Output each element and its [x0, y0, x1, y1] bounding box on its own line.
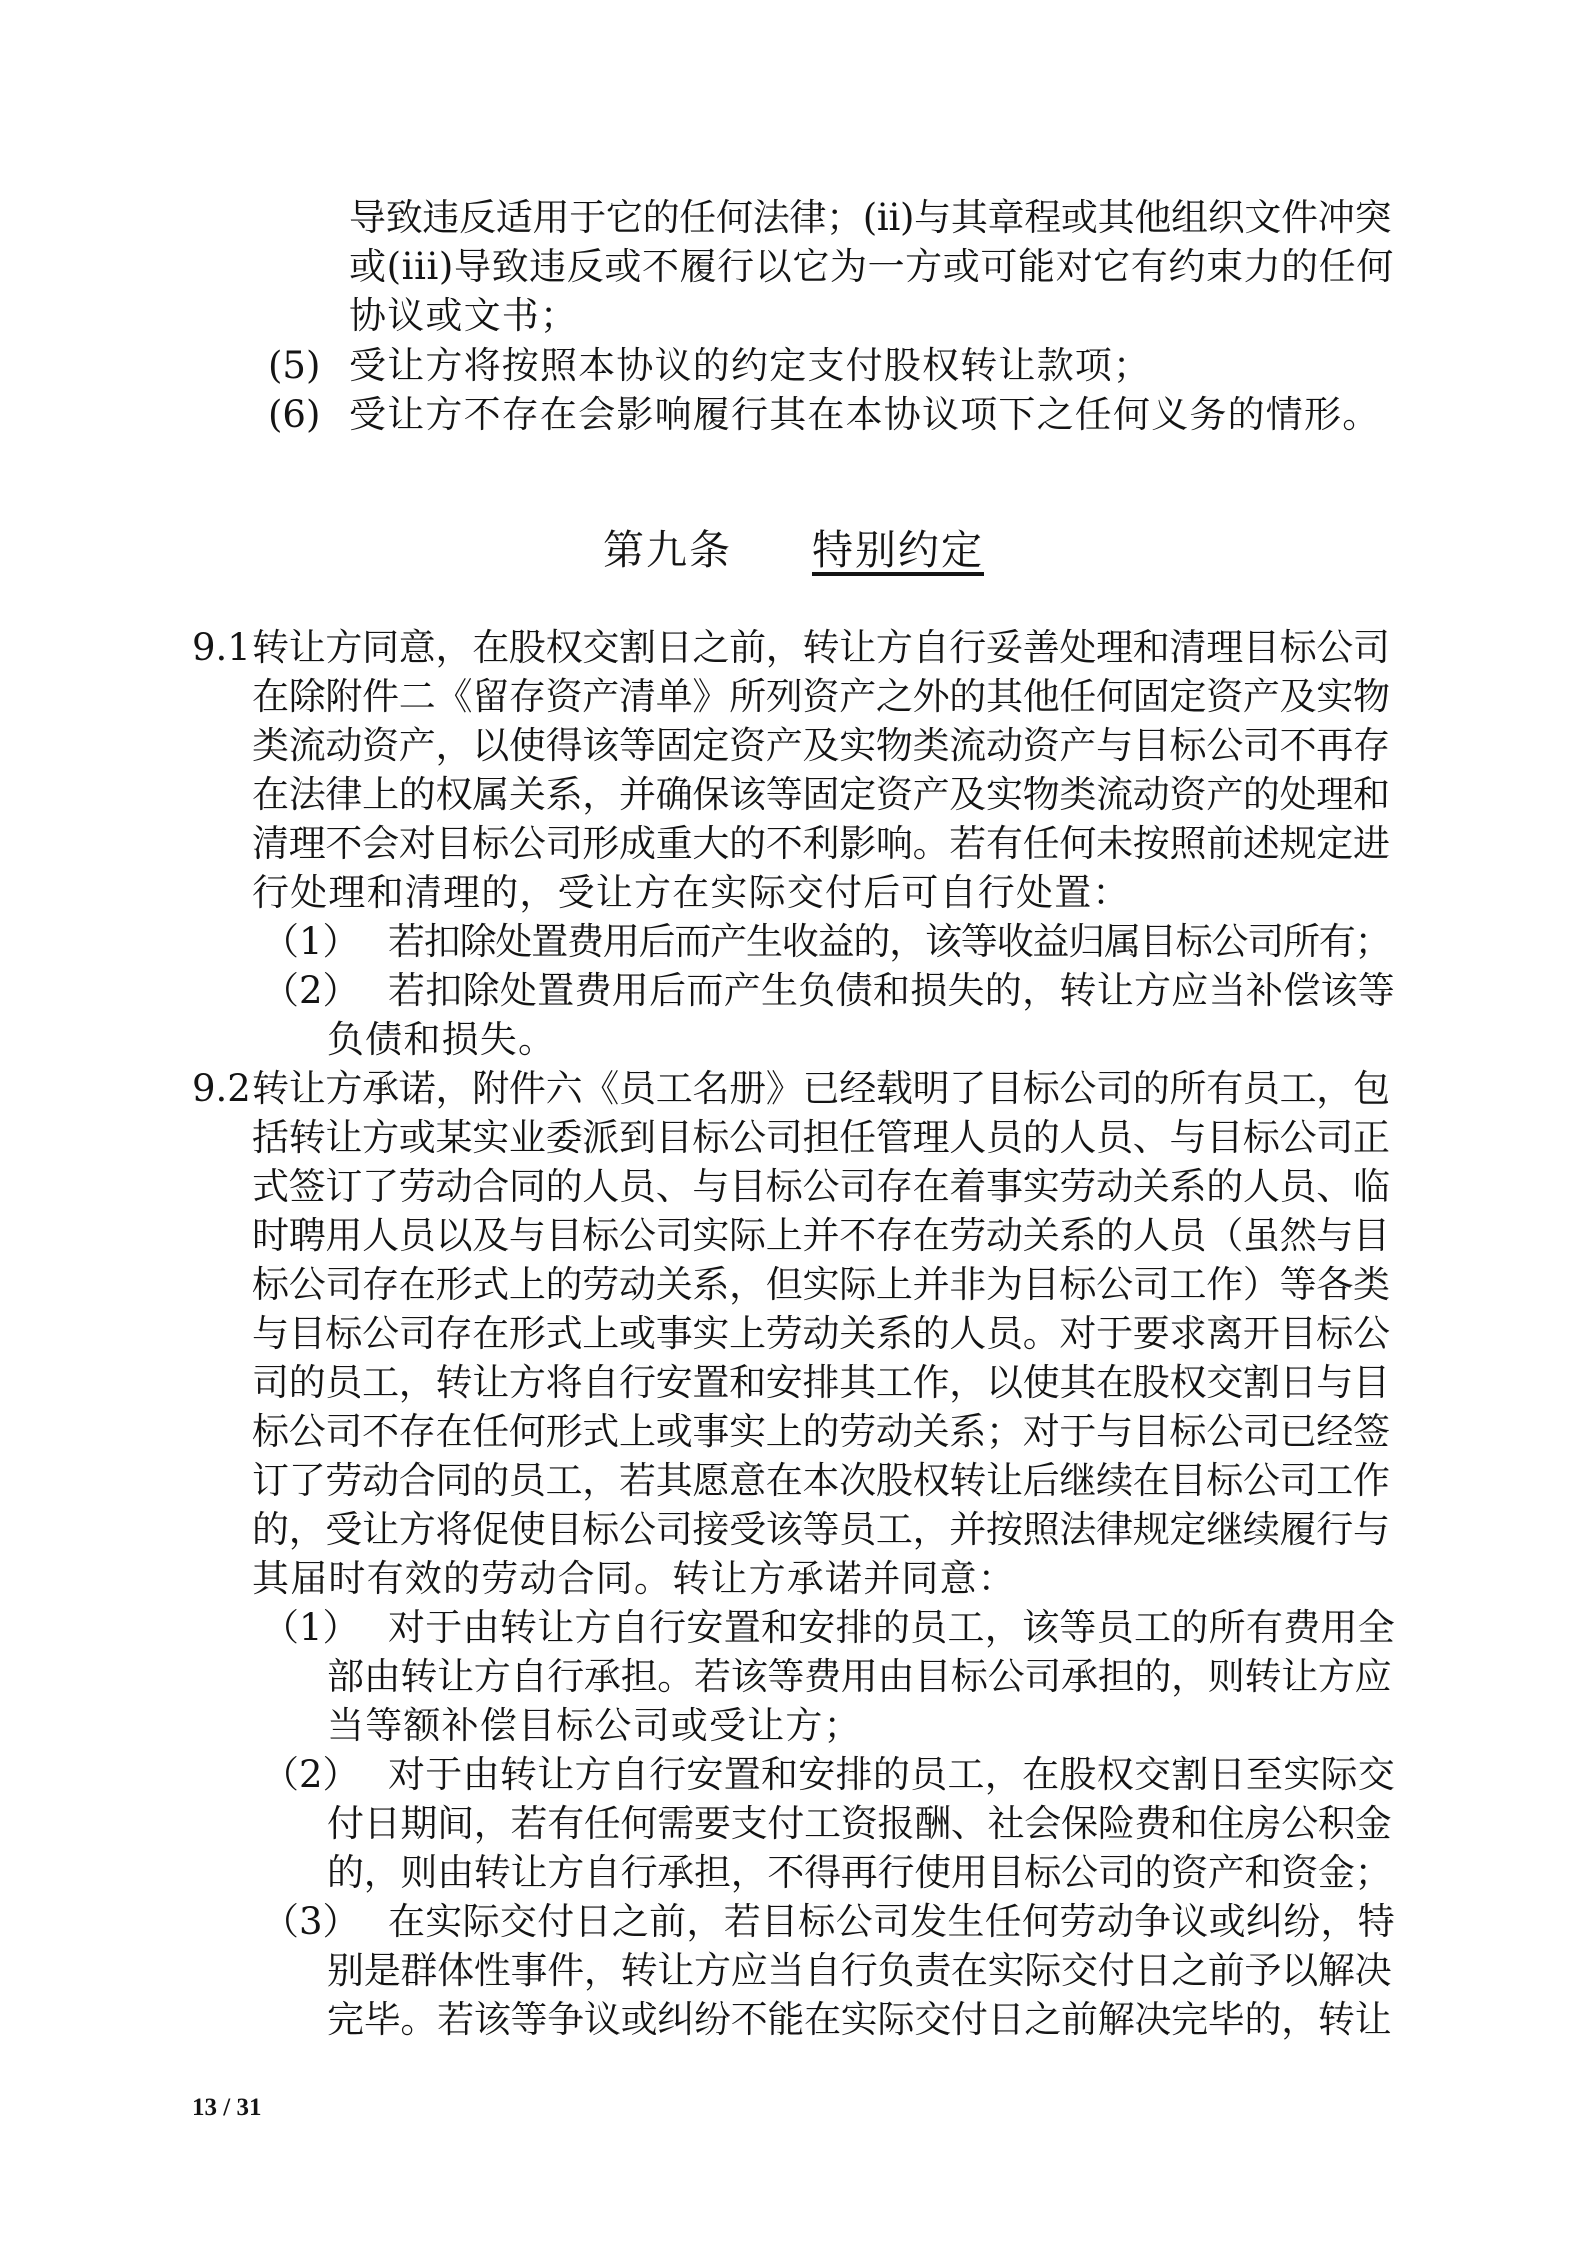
clause-9-2-line-4: 时聘用人员以及与目标公司实际上并不存在劳动关系的人员（虽然与目 [252, 1214, 1390, 1257]
clause-9-2-line-2: 括转让方或某实业委派到目标公司担任管理人员的人员、与目标公司正 [252, 1116, 1390, 1159]
clause-9-2-line-10: 的，受让方将促使目标公司接受该等员工，并按照法律规定继续履行与 [252, 1508, 1390, 1551]
clause-9-1-item-2-number: （2） [262, 969, 360, 1012]
clause-9-2-number: 9.2 [192, 1067, 251, 1110]
clause-9-2-item-2-line-2: 付日期间，若有任何需要支付工资报酬、社会保险费和住房公积金 [327, 1802, 1392, 1845]
clause-9-2-item-1-line-1: 对于由转让方自行安置和安排的员工，该等员工的所有费用全 [388, 1606, 1396, 1649]
clause-9-2-item-1-line-3: 当等额补偿目标公司或受让方； [327, 1704, 862, 1747]
clause-9-2-line-5: 标公司存在形式上的劳动关系，但实际上并非为目标公司工作）等各类 [252, 1263, 1390, 1306]
clause-9-2-line-3: 式签订了劳动合同的人员、与目标公司存在着事实劳动关系的人员、临 [252, 1165, 1390, 1208]
clause-9-2-line-6: 与目标公司存在形式上或事实上劳动关系的人员。对于要求离开目标公 [252, 1312, 1390, 1355]
clause-9-1-line-3: 类流动资产，以使得该等固定资产及实物类流动资产与目标公司不再存 [252, 724, 1390, 767]
clause-9-2-item-1-number: （1） [262, 1606, 360, 1649]
clause-9-1-item-2-line-2: 负债和损失。 [327, 1018, 557, 1061]
clause-9-2-line-11: 其届时有效的劳动合同。转让方承诺并同意： [252, 1557, 1016, 1600]
article-title: 特别约定 [812, 526, 984, 574]
clause-9-1-item-1-number: （1） [262, 920, 360, 963]
continuation-line-3: 协议或文书； [349, 294, 579, 337]
article-heading [0, 522, 1587, 578]
clause-9-1-line-6: 行处理和清理的，受让方在实际交付后可自行处置： [252, 871, 1131, 914]
clause-9-1-item-2-line-1: 若扣除处置费用后而产生负债和损失的，转让方应当补偿该等 [388, 969, 1396, 1012]
item-5-text: 受让方将按照本协议的约定支付股权转让款项； [349, 344, 1152, 387]
item-6-number: (6) [268, 393, 321, 436]
clause-9-1-line-5: 清理不会对目标公司形成重大的不利影响。若有任何未按照前述规定进 [252, 822, 1390, 865]
clause-9-2-item-3-line-1: 在实际交付日之前，若目标公司发生任何劳动争议或纠纷，特 [388, 1900, 1396, 1943]
clause-9-2-item-2-line-3: 的，则由转让方自行承担，不得再行使用目标公司的资产和资金； [327, 1851, 1392, 1894]
clause-9-2-item-2-number: （2） [262, 1753, 360, 1796]
clause-9-2-line-8: 标公司不存在任何形式上或事实上的劳动关系；对于与目标公司已经签 [252, 1410, 1390, 1453]
clause-9-1-item-1-line-1: 若扣除处置费用后而产生收益的，该等收益归属目标公司所有； [388, 920, 1391, 963]
clause-9-2-item-1-line-2: 部由转让方自行承担。若该等费用由目标公司承担的，则转让方应 [327, 1655, 1392, 1698]
article-number: 第九条 [603, 526, 732, 574]
clause-9-1-line-4: 在法律上的权属关系，并确保该等固定资产及实物类流动资产的处理和 [252, 773, 1390, 816]
item-5-number: (5) [268, 344, 321, 387]
continuation-line-1: 导致违反适用于它的任何法律；(ii)与其章程或其他组织文件冲突 [349, 196, 1392, 239]
page-number: 13 / 31 [192, 2094, 262, 2121]
clause-9-2-item-3-line-2: 别是群体性事件，转让方应当自行负责在实际交付日之前予以解决 [327, 1949, 1392, 1992]
clause-9-2-item-3-number: （3） [262, 1900, 360, 1943]
clause-9-2-line-7: 司的员工，转让方将自行安置和安排其工作，以使其在股权交割日与目 [252, 1361, 1390, 1404]
clause-9-2-item-2-line-1: 对于由转让方自行安置和安排的员工，在股权交割日至实际交 [388, 1753, 1396, 1796]
clause-9-2-line-9: 订了劳动合同的员工，若其愿意在本次股权转让后继续在目标公司工作 [252, 1459, 1390, 1502]
continuation-line-2: 或(iii)导致违反或不履行以它为一方或可能对它有约束力的任何 [349, 245, 1394, 288]
clause-9-1-line-2: 在除附件二《留存资产清单》所列资产之外的其他任何固定资产及实物 [252, 675, 1390, 718]
clause-9-1-number: 9.1 [192, 626, 251, 669]
clause-9-2-item-3-line-3: 完毕。若该等争议或纠纷不能在实际交付日之前解决完毕的，转让 [327, 1998, 1392, 2041]
clause-9-1-line-1: 转让方同意，在股权交割日之前，转让方自行妥善处理和清理目标公司 [252, 626, 1390, 669]
clause-9-2-line-1: 转让方承诺，附件六《员工名册》已经载明了目标公司的所有员工，包 [252, 1067, 1390, 1110]
item-6-text: 受让方不存在会影响履行其在本协议项下之任何义务的情形。 [349, 393, 1381, 436]
